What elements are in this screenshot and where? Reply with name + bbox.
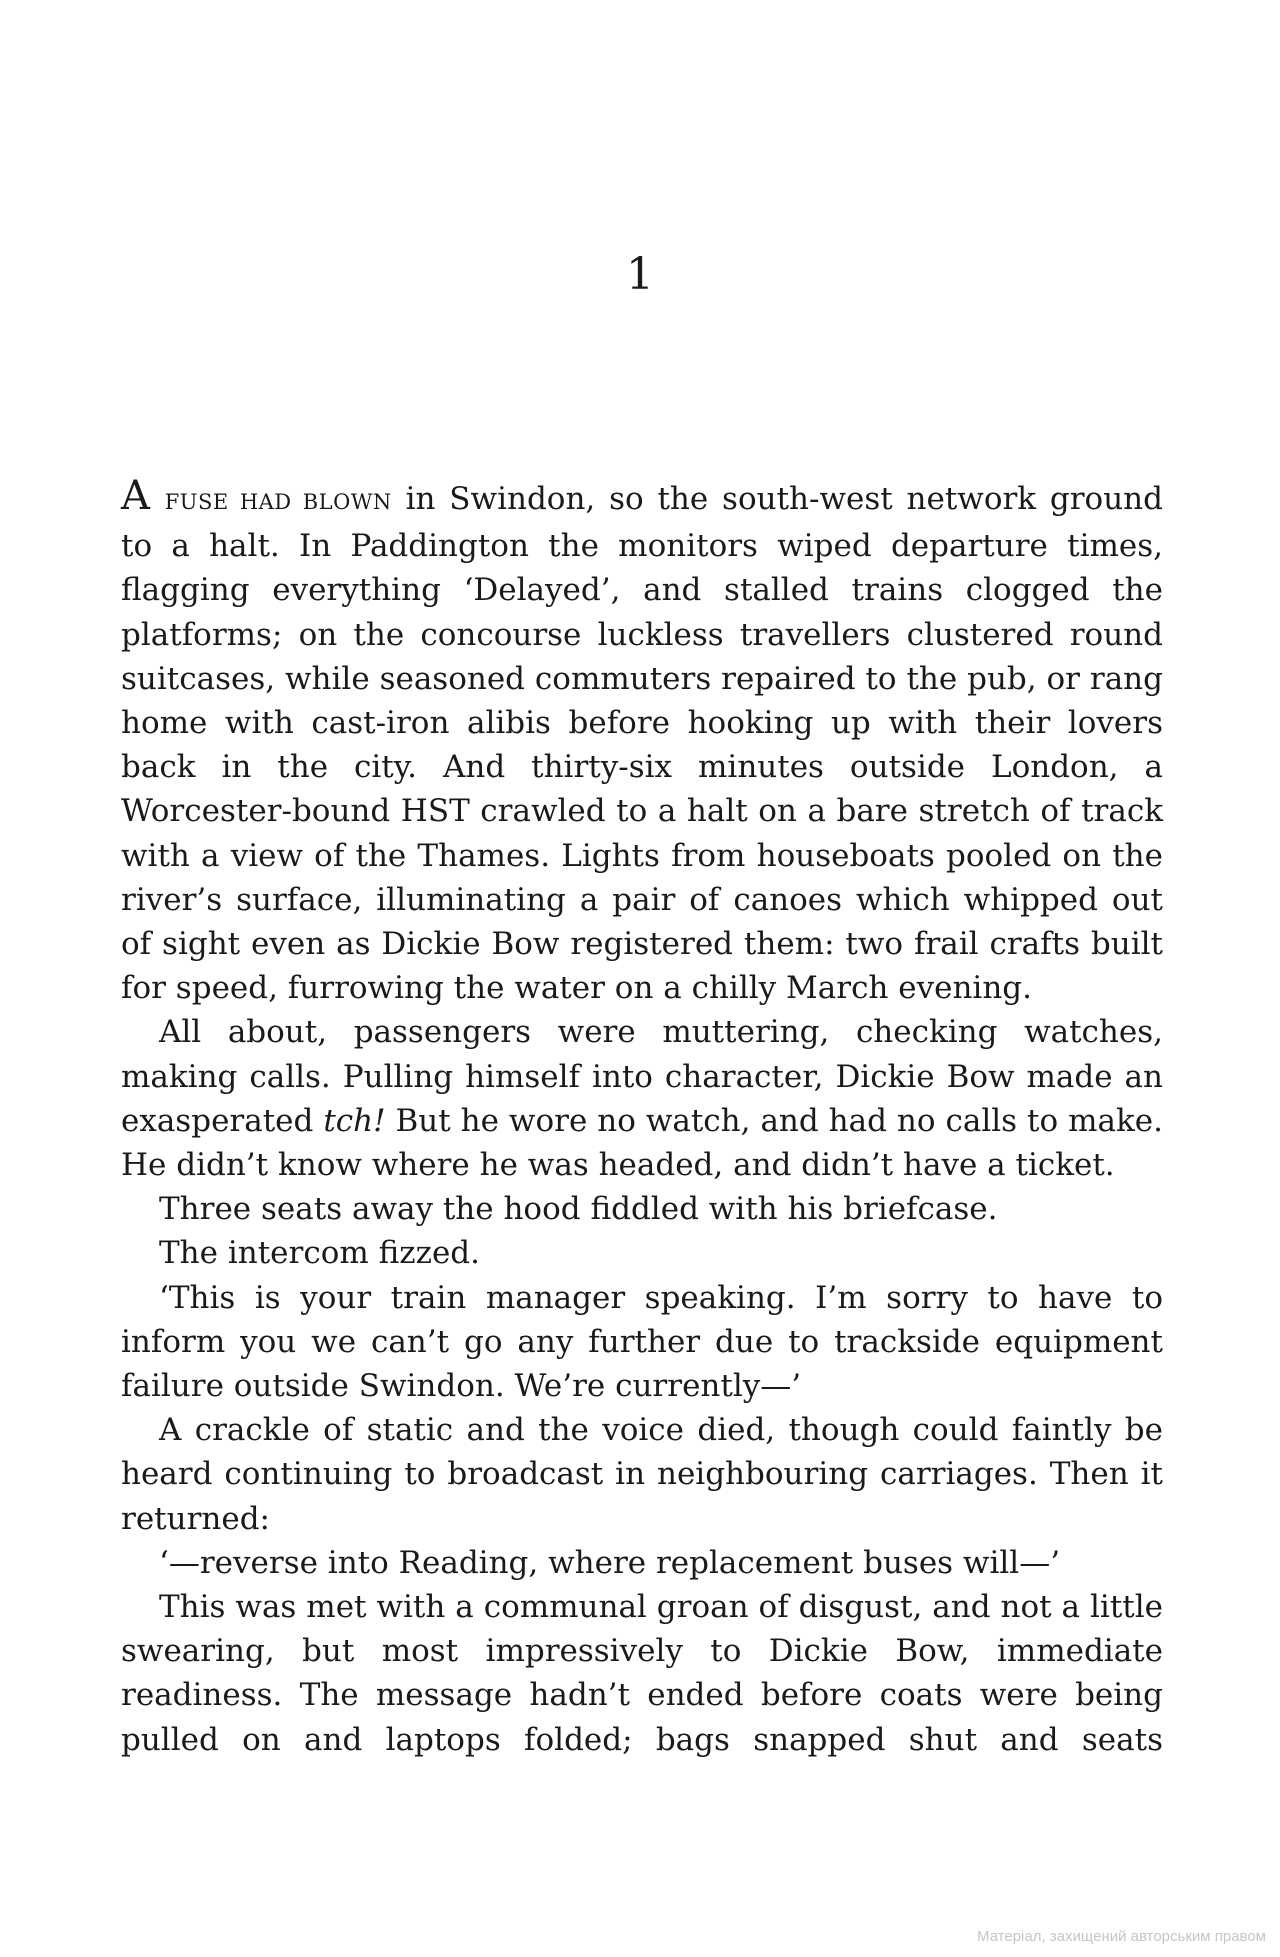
paragraph-3: Three seats away the hood fiddled with his briefcase. xyxy=(159,1191,998,1228)
chapter-number: 1 xyxy=(626,249,654,300)
paragraph-2 xyxy=(121,1010,1163,1187)
paragraph-2-text-after: But he wore no watch, and had no calls to make. He didn’t know where he was headed, and didn’t have a ticket. xyxy=(121,1102,1163,1184)
paragraph-1 xyxy=(121,474,1163,1010)
small-caps-lead: FUSE HAD BLOWN xyxy=(164,490,392,514)
paragraph-4: The intercom fizzed. xyxy=(159,1235,481,1272)
paragraph-7: ‘—reverse into Reading, where replacement buses will—’ xyxy=(159,1544,1061,1581)
paragraph-2-text-before: All about, passengers were muttering, checking watches, making calls. Pulling himself into character, Dickie Bow made an exasperated xyxy=(121,1014,1163,1139)
drop-cap: A xyxy=(121,473,151,519)
paragraph-2-italic: tch! xyxy=(323,1102,386,1139)
paragraph-8: This was met with a communal groan of disgust, and not a little swearing, but most impressively to Dickie Bow, immediate readiness. The message hadn’t ended before coats were being pulled on and laptops folded; bags snapped shut and seats xyxy=(121,1589,1163,1758)
copyright-watermark: Матеріал, захищений авторським правом xyxy=(976,1928,1266,1945)
paragraph-5: ‘This is your train manager speaking. I’m sorry to have to inform you we can’t go any further due to trackside equipment failure outside Swindon. We’re currently—’ xyxy=(121,1279,1163,1405)
chapter-body xyxy=(121,474,1163,1762)
paragraph-1-text: in Swindon, so the south-west network ground to a halt. In Paddington the monitors wiped departure times, flagging everything ‘Delayed’, and stalled trains clogged the platforms; on the concourse luckless travellers clustered round suitcases, while seasoned commuters repaired to the pub, or rang home with cast-iron alibis before hooking up with their lovers back in the city. And thirty-six minutes outside London, a Worcester-bound HST crawled to a halt on a bare stretch of track with a view of the Thames. Lights from houseboats pooled on the river’s surface, illuminating a pair of canoes which whipped out of sight even as Dickie Bow registered them: two frail crafts built for speed, furrowing the water on a chilly March evening. xyxy=(121,481,1163,1007)
paragraph-6: A crackle of static and the voice died, though could faintly be heard continuing to broadcast in neighbouring carriages. Then it returned: xyxy=(121,1412,1163,1537)
